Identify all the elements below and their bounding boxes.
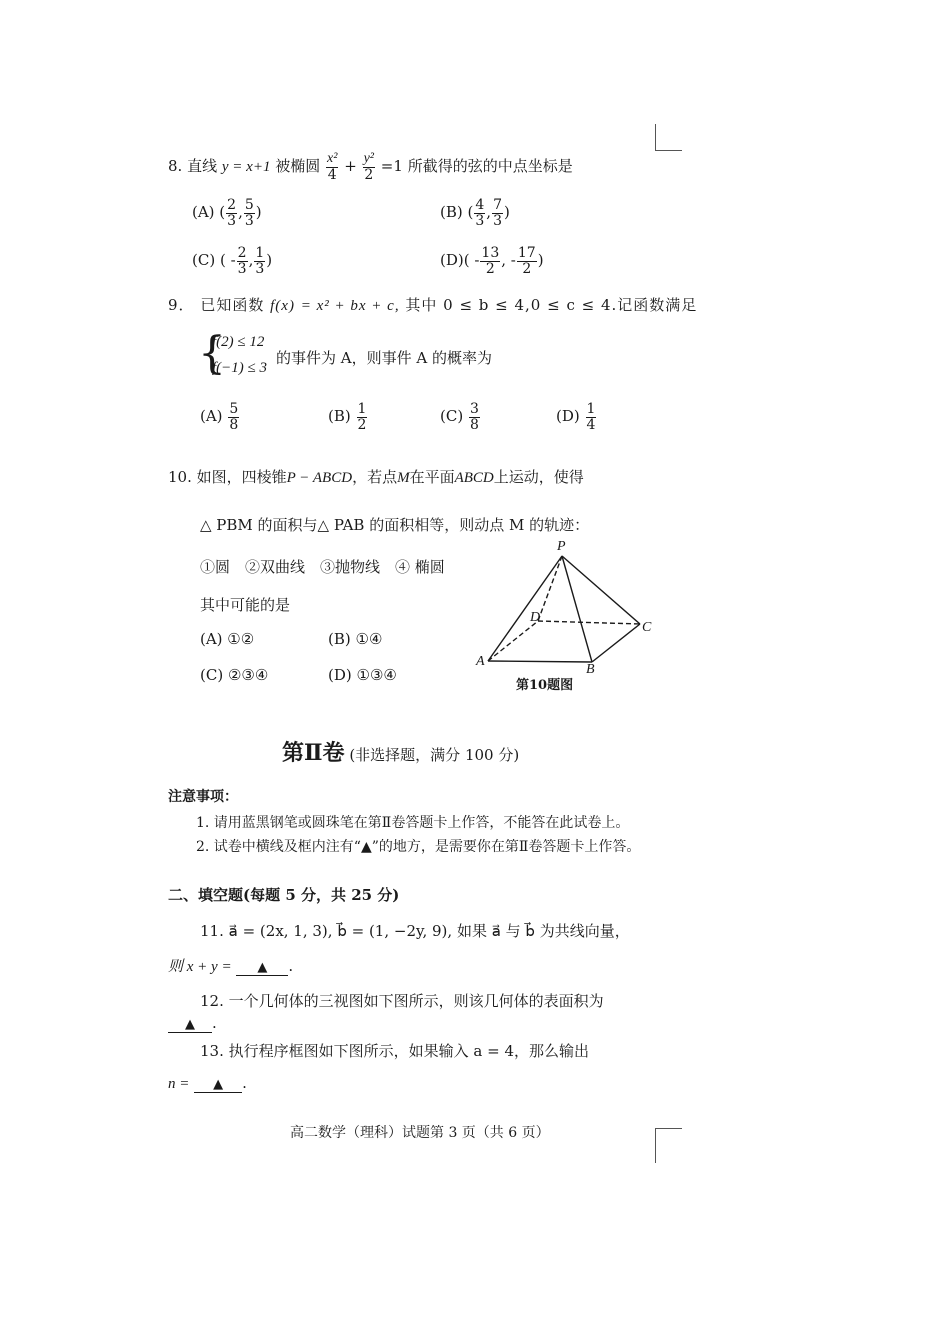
q9-option-c bbox=[440, 402, 481, 432]
frac-den: 3 bbox=[237, 260, 247, 277]
q9-option-a-frac bbox=[228, 402, 239, 432]
q8-ellipse-term2 bbox=[363, 152, 375, 182]
comma: , bbox=[486, 203, 492, 222]
close-paren: ) bbox=[503, 203, 510, 222]
fig-label-d: D bbox=[530, 610, 541, 625]
q8-equals-one: =1 bbox=[380, 157, 403, 176]
q8-option-d-frac2 bbox=[517, 246, 537, 276]
frac-den: 2 bbox=[522, 260, 532, 277]
q8-option-c-label: (C) ( - bbox=[192, 251, 236, 270]
frac-num: 7 bbox=[493, 197, 502, 213]
edge-DC bbox=[538, 621, 640, 624]
q10-text-c: ，若点 bbox=[352, 468, 398, 486]
q8-mid: 被椭圆 bbox=[275, 157, 321, 176]
frac-num: 2 bbox=[237, 245, 247, 261]
q10-text-e: 在平面 bbox=[409, 468, 455, 486]
q10-option-d: (D) ①③④ bbox=[328, 666, 397, 684]
q8-ellipse-term1-num: x² bbox=[327, 151, 338, 166]
comma: , bbox=[248, 251, 254, 270]
frac-den: 8 bbox=[229, 416, 239, 433]
q8-option-a-label: (A) ( bbox=[192, 203, 226, 222]
close-paren: ) bbox=[537, 251, 544, 270]
q8-option-d-frac1 bbox=[480, 246, 500, 276]
section2-heading bbox=[282, 736, 519, 767]
q13-answer-prefix: n = bbox=[168, 1076, 190, 1092]
frac-den: 2 bbox=[485, 260, 495, 277]
edge-PB bbox=[562, 556, 592, 662]
edge-PA bbox=[488, 556, 562, 661]
q12-answer-blank bbox=[168, 1014, 212, 1033]
page-footer: 高二数学（理科）试题第 3 页（共 6 页） bbox=[290, 1125, 550, 1141]
q12-period: . bbox=[212, 1014, 217, 1032]
q9-after: 的事件为 A，则事件 A 的概率为 bbox=[276, 349, 492, 367]
q10-point-m: M bbox=[397, 470, 410, 486]
q13-line1: 13. 执行程序框图如下图所示，如果输入 a = 4，那么输出 bbox=[200, 1042, 589, 1060]
q10-text-g: 上运动，使得 bbox=[493, 468, 584, 486]
frac-den: 3 bbox=[475, 212, 485, 229]
frac-den: 3 bbox=[244, 212, 254, 229]
frac-num: 1 bbox=[357, 401, 367, 417]
q9-system-brace: { bbox=[198, 328, 226, 379]
q8-option-a bbox=[192, 198, 262, 228]
edge-PD bbox=[538, 556, 562, 621]
frac-num: 1 bbox=[586, 401, 596, 417]
q11-answer-blank bbox=[236, 957, 288, 976]
frac-num: 5 bbox=[244, 197, 254, 213]
frac-num: 2 bbox=[227, 197, 237, 213]
frac-num: 1 bbox=[255, 245, 265, 261]
q10-stem-line2: △ PBM 的面积与△ PAB 的面积相等，则动点 M 的轨迹： bbox=[200, 516, 590, 534]
q8-option-c-frac2 bbox=[254, 246, 265, 276]
q10-option-c: (C) ②③④ bbox=[200, 666, 269, 684]
crop-mark-bottom bbox=[655, 1128, 682, 1163]
q9-stem bbox=[168, 294, 697, 315]
q9-condition: 其中 0 ≤ b ≤ 4,0 ≤ c ≤ 4 bbox=[405, 296, 612, 314]
q8-option-b-frac1 bbox=[474, 198, 485, 228]
q9-fx: f(x) bbox=[270, 298, 295, 314]
q9-system-line1: f(2) ≤ 12 bbox=[212, 334, 265, 350]
answer-triangle-icon: ▲ bbox=[257, 960, 268, 975]
edge-AD bbox=[488, 621, 538, 661]
q9-text1: 已知函数 bbox=[200, 296, 265, 314]
q8-number: 8. bbox=[168, 157, 183, 176]
q9-option-b-frac bbox=[357, 402, 368, 432]
q10-choices: ①圆 ②双曲线 ③抛物线 ④ 椭圆 bbox=[200, 558, 445, 576]
comma-neg: , - bbox=[501, 251, 516, 270]
q9-number: 9． bbox=[168, 296, 195, 314]
q11-period: . bbox=[288, 957, 294, 975]
q9-option-c-frac bbox=[469, 402, 480, 432]
q8-stem bbox=[168, 152, 573, 182]
fig-label-c: C bbox=[642, 620, 652, 635]
fig-caption: 第10题图 bbox=[516, 678, 574, 693]
q11-line1: 11. a⃗ = (2x, 1, 3), b⃗ = (1, −2y, 9), 如果 a⃗ 与 b⃗ 为共线向量， bbox=[200, 922, 630, 940]
frac-num: 17 bbox=[517, 245, 536, 261]
frac-num: 13 bbox=[481, 245, 500, 261]
comma: , bbox=[238, 203, 243, 222]
q8-option-b-label: (B) ( bbox=[440, 203, 474, 222]
frac-den: 3 bbox=[255, 260, 265, 277]
q10-option-b: (B) ①④ bbox=[328, 630, 383, 648]
q8-plus: + bbox=[344, 157, 357, 176]
q9-option-d-label: (D) bbox=[556, 407, 580, 426]
q13-line2 bbox=[168, 1074, 247, 1093]
frac-den: 2 bbox=[357, 416, 367, 433]
q10-possible: 其中可能的是 bbox=[200, 596, 291, 614]
q8-tail: 所截得的弦的中点坐标是 bbox=[407, 157, 573, 176]
q11-line2 bbox=[168, 955, 293, 976]
frac-den: 3 bbox=[493, 212, 502, 229]
q9-system-line2: f(−1) ≤ 3 bbox=[212, 360, 268, 376]
q8-option-d bbox=[440, 246, 544, 276]
q8-line-eq: y = x+1 bbox=[221, 159, 271, 176]
q10-pyramid: P − ABCD bbox=[286, 470, 353, 486]
q8-ellipse-term2-den: 2 bbox=[364, 166, 374, 183]
fig-label-p: P bbox=[557, 539, 566, 554]
q9-eq: = x² + bx + c, bbox=[300, 298, 400, 314]
q8-ellipse-term2-num: y² bbox=[363, 151, 375, 166]
fig-label-a: A bbox=[476, 654, 485, 669]
q9-tail: .记函数满足 bbox=[611, 296, 698, 314]
edge-BC bbox=[592, 624, 640, 662]
edge-AB bbox=[488, 661, 592, 662]
section2-subtitle: (非选择题，满分 100 分) bbox=[349, 746, 520, 764]
q8-option-b bbox=[440, 198, 510, 228]
notice-item-1: 1. 请用蓝黑钢笔或圆珠笔在第Ⅱ卷答题卡上作答，不能答在此试卷上。 bbox=[196, 815, 630, 831]
q12-line2 bbox=[168, 1014, 217, 1033]
answer-triangle-icon: ▲ bbox=[185, 1017, 195, 1032]
close-paren: ) bbox=[255, 203, 262, 222]
q9-option-a bbox=[200, 402, 240, 432]
q11-answer-prefix: 则 x + y = bbox=[168, 959, 232, 975]
q8-ellipse-term1-den: 4 bbox=[327, 166, 337, 183]
q10-number: 10. bbox=[168, 468, 192, 486]
q9-option-c-label: (C) bbox=[440, 407, 464, 426]
q10-option-a: (A) ①② bbox=[200, 630, 255, 648]
section2-title: 第Ⅱ卷 bbox=[282, 740, 345, 766]
notice-item-2: 2. 试卷中横线及框内注有“▲”的地方，是需要你在第Ⅱ卷答题卡上作答。 bbox=[196, 839, 641, 855]
frac-num: 3 bbox=[469, 401, 479, 417]
q10-plane: ABCD bbox=[454, 470, 494, 486]
q10-stem-line1 bbox=[168, 466, 584, 487]
q8-option-d-label: (D)( - bbox=[440, 251, 480, 270]
frac-den: 4 bbox=[586, 416, 596, 433]
answer-triangle-icon: ▲ bbox=[213, 1077, 224, 1092]
q9-option-b bbox=[328, 402, 368, 432]
q13-answer-blank bbox=[194, 1074, 242, 1093]
q8-option-c-frac1 bbox=[237, 246, 248, 276]
q9-option-d bbox=[556, 402, 597, 432]
q8-option-b-frac2 bbox=[492, 198, 503, 228]
q8-lead: 直线 bbox=[187, 157, 218, 176]
q10-text-a: 如图，四棱锥 bbox=[196, 468, 287, 486]
crop-mark-top bbox=[655, 124, 682, 151]
q8-option-c bbox=[192, 246, 272, 276]
notice-title: 注意事项： bbox=[168, 789, 238, 805]
fill-section-title: 二、填空题(每题 5 分，共 25 分) bbox=[168, 886, 400, 904]
q8-option-a-frac1 bbox=[226, 198, 237, 228]
frac-den: 8 bbox=[469, 416, 479, 433]
close-paren: ) bbox=[266, 251, 273, 270]
edge-PC bbox=[562, 556, 640, 624]
frac-den: 3 bbox=[227, 212, 237, 229]
q12-line1: 12. 一个几何体的三视图如下图所示，则该几何体的表面积为 bbox=[200, 992, 604, 1010]
q9-option-b-label: (B) bbox=[328, 407, 351, 426]
q13-period: . bbox=[242, 1074, 247, 1092]
frac-num: 4 bbox=[475, 197, 485, 213]
frac-num: 5 bbox=[229, 401, 239, 417]
q9-option-a-label: (A) bbox=[200, 407, 223, 426]
q8-ellipse-term1 bbox=[326, 152, 338, 182]
fig-label-b: B bbox=[586, 662, 595, 677]
q9-option-d-frac bbox=[586, 402, 597, 432]
q10-pyramid-figure bbox=[470, 536, 670, 696]
q8-option-a-frac2 bbox=[244, 198, 255, 228]
